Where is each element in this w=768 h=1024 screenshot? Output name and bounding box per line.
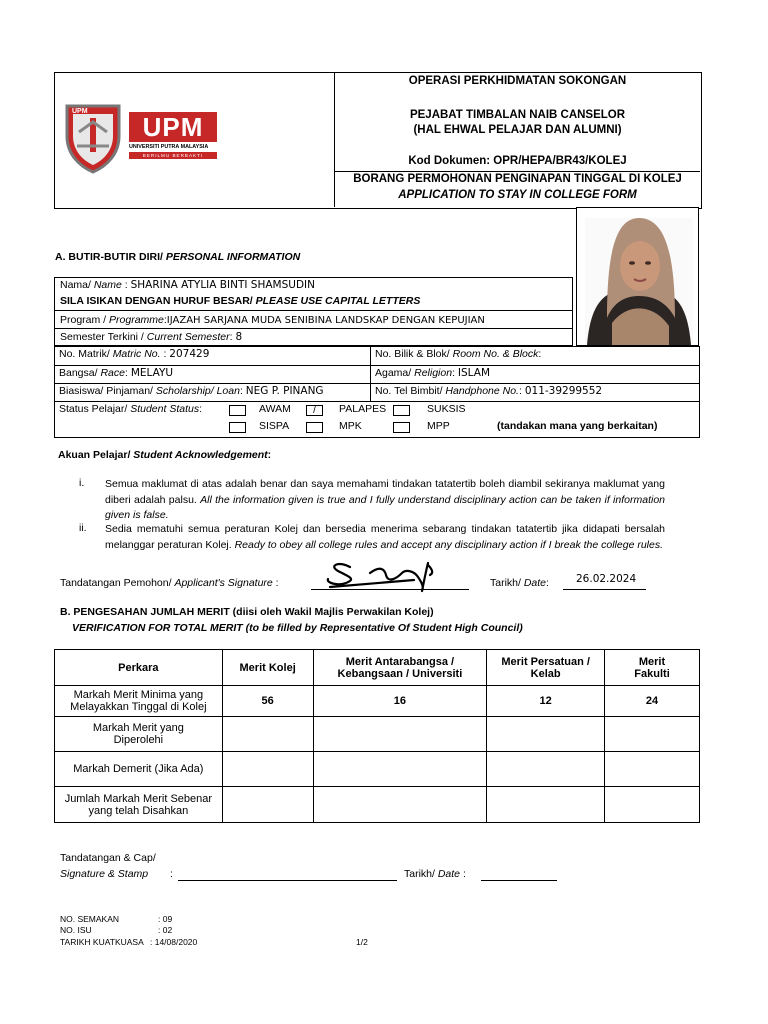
applicant-date-label: Tarikh/ Date: [490, 577, 549, 589]
stamp-date-line[interactable] [481, 880, 557, 881]
logo-cell [54, 72, 335, 207]
merit-header-row [55, 650, 700, 686]
cell-input[interactable] [605, 787, 700, 823]
cell-input[interactable] [222, 717, 313, 752]
cell-value: 56 [222, 686, 313, 717]
cell-input[interactable] [605, 717, 700, 752]
cell-input[interactable] [222, 787, 313, 823]
section-b-title: B. PENGESAHAN JUMLAH MERIT (diisi oleh Wakil Majlis Perwakilan Kolej) [60, 606, 434, 618]
acknowledgement-title: Akuan Pelajar/ Student Acknowledgement: [58, 449, 272, 461]
phone-value[interactable]: 011-39299552 [524, 385, 603, 397]
row-label: Markah Merit Minima yang Melayakkan Tinggal di Kolej [55, 686, 223, 717]
religion-field: Agama/ Religion: ISLAM [375, 367, 491, 379]
header-line-1: OPERASI PERKHIDMATAN SOKONGAN [408, 75, 627, 87]
footer-semakan-value: : 09 [158, 914, 173, 924]
page-number: 1/2 [356, 937, 368, 947]
cell-input[interactable] [313, 787, 487, 823]
status-checkbox-suksis[interactable] [393, 405, 410, 416]
document-code: Kod Dokumen: OPR/HEPA/BR43/KOLEJ [408, 155, 627, 167]
applicant-date-line [563, 589, 646, 590]
phone-field: No. Tel Bimbit/ Handphone No.: 011-39299552 [375, 385, 603, 397]
header-line-3: (HAL EHWAL PELAJAR DAN ALUMNI) [413, 124, 622, 136]
merit-table [54, 649, 700, 823]
upm-wordmark: UPM [129, 112, 217, 142]
race-value[interactable]: MELAYU [130, 367, 174, 379]
header-merit-fakulti: Merit Fakulti [605, 650, 700, 686]
header-divider [335, 171, 700, 172]
status-checkbox-palapes[interactable]: / [306, 405, 323, 416]
name-row: Nama/ Name : SHARINA ATYLIA BINTI SHAMSUDIN [54, 277, 573, 293]
status-option-sispa: SISPA [259, 420, 290, 432]
status-checkbox-mpk[interactable] [306, 422, 323, 433]
applicant-signature-label: Tandatangan Pemohon/ Applicant's Signature : [60, 577, 279, 589]
footer-semakan-label: NO. SEMAKAN [60, 914, 120, 924]
footer-tarikh-value: : 14/08/2020 [150, 937, 198, 947]
row-label: Jumlah Markah Merit Sebenar yang telah Disahkan [55, 787, 223, 823]
stamp-date-label: Tarikh/ Date : [404, 868, 466, 880]
stamp-label-2: Signature & Stamp [60, 868, 149, 880]
student-photo [576, 207, 699, 346]
cell-input[interactable] [222, 752, 313, 787]
status-checkbox-awam[interactable] [229, 405, 246, 416]
table-row [55, 787, 700, 823]
status-label: Status Pelajar/ Student Status: [59, 403, 203, 415]
university-motto: BERILMU BERBAKTI [129, 152, 217, 159]
matric-value[interactable]: 207429 [169, 348, 210, 360]
form-title-ms: BORANG PERMOHONAN PENGINAPAN TINGGAL DI KOLEJ [353, 173, 682, 185]
status-option-mpk: MPK [339, 420, 362, 432]
ack-item-2-number: ii. [79, 522, 87, 534]
scholarship-value[interactable]: NEG P. PINANG [245, 385, 324, 397]
status-option-awam: AWAM [259, 403, 291, 415]
table-row [55, 717, 700, 752]
room-field: No. Bilik & Blok/ Room No. & Block: [375, 348, 542, 360]
stamp-label-1: Tandatangan & Cap/ [60, 852, 156, 864]
table-row [55, 686, 700, 717]
status-option-suksis: SUKSIS [427, 403, 466, 415]
stamp-colon: : [170, 868, 173, 880]
programme-row: Program / Programme:IJAZAH SARJANA MUDA SENIBINA LANDSKAP DENGAN KEPUJIAN [54, 311, 573, 329]
cell-input[interactable] [313, 752, 487, 787]
cell-input[interactable] [487, 752, 605, 787]
cell-value: 24 [605, 686, 700, 717]
programme-value[interactable]: IJAZAH SARJANA MUDA SENIBINA LANDSKAP DENGAN KEPUJIAN [166, 315, 485, 326]
section-b-subtitle: VERIFICATION FOR TOTAL MERIT (to be filled by Representative Of Student High Council) [72, 622, 523, 634]
footer-tarikh-label: TARIKH KUATKUASA [60, 937, 144, 947]
form-title-en: APPLICATION TO STAY IN COLLEGE FORM [398, 189, 637, 201]
cell-input[interactable] [313, 717, 487, 752]
caps-note: SILA ISIKAN DENGAN HURUF BESAR/ PLEASE USE CAPITAL LETTERS [60, 295, 421, 307]
ack-item-1-number: i. [79, 477, 85, 489]
matric-field: No. Matrik/ Matric No. : 207429 [59, 348, 210, 360]
status-note: (tandakan mana yang berkaitan) [497, 420, 658, 432]
header-merit-antarabangsa: Merit Antarabangsa / Kebangsaan / Universiti [313, 650, 487, 686]
column-divider [370, 346, 371, 401]
header-merit-persatuan: Merit Persatuan / Kelab [487, 650, 605, 686]
cell-input[interactable] [605, 752, 700, 787]
row-label: Markah Merit yang Diperolehi [55, 717, 223, 752]
scholarship-field: Biasiswa/ Pinjaman/ Scholarship/ Loan: NEG P. PINANG [59, 385, 324, 397]
status-option-palapes: PALAPES [339, 403, 387, 415]
table-row [55, 752, 700, 787]
stamp-signature-line[interactable] [178, 880, 397, 881]
status-option-mpp: MPP [427, 420, 450, 432]
status-checkbox-mpp[interactable] [393, 422, 410, 433]
section-a-title: A. BUTIR-BUTIR DIRI/ PERSONAL INFORMATION [55, 251, 301, 263]
caps-note-row [54, 293, 573, 311]
applicant-date-value[interactable]: 26.02.2024 [576, 573, 637, 585]
header-line-2: PEJABAT TIMBALAN NAIB CANSELOR [409, 109, 626, 121]
cell-value: 16 [313, 686, 487, 717]
ack-item-1: Semua maklumat di atas adalah benar dan saya memahami tindakan tatatertib boleh diambil sekiranya maklumat yang diberi adalah palsu. All the information given is true and I fully understand disciplinary action can be taken if information given is false. [105, 478, 665, 521]
university-name: UNIVERSITI PUTRA MALAYSIA [129, 144, 209, 150]
header-perkara: Perkara [55, 650, 223, 686]
row-label: Markah Demerit (Jika Ada) [55, 752, 223, 787]
upm-crest-icon [63, 102, 123, 174]
ack-item-2: Sedia mematuhi semua peraturan Kolej dan bersedia menerima sebarang tindakan tatatertib jika didapati bersalah melanggar peraturan Kolej. Ready to obey all college rules and accept any disciplinary action if I break the college rules. [105, 523, 665, 551]
name-value[interactable]: SHARINA ATYLIA BINTI SHAMSUDIN [130, 279, 315, 291]
status-checkbox-sispa[interactable] [229, 422, 246, 433]
svg-text:UPM: UPM [72, 108, 88, 115]
signature-icon [310, 553, 460, 595]
cell-input[interactable] [487, 717, 605, 752]
header-merit-kolej: Merit Kolej [222, 650, 313, 686]
footer-isu-value: : 02 [158, 925, 173, 935]
cell-input[interactable] [487, 787, 605, 823]
footer-isu-label: NO. ISU [60, 925, 92, 935]
race-field: Bangsa/ Race: MELAYU [59, 367, 174, 379]
semester-row: Semester Terkini / Current Semester: 8 [54, 329, 573, 346]
religion-value[interactable]: ISLAM [457, 367, 491, 379]
semester-value[interactable]: 8 [235, 331, 243, 343]
cell-value: 12 [487, 686, 605, 717]
